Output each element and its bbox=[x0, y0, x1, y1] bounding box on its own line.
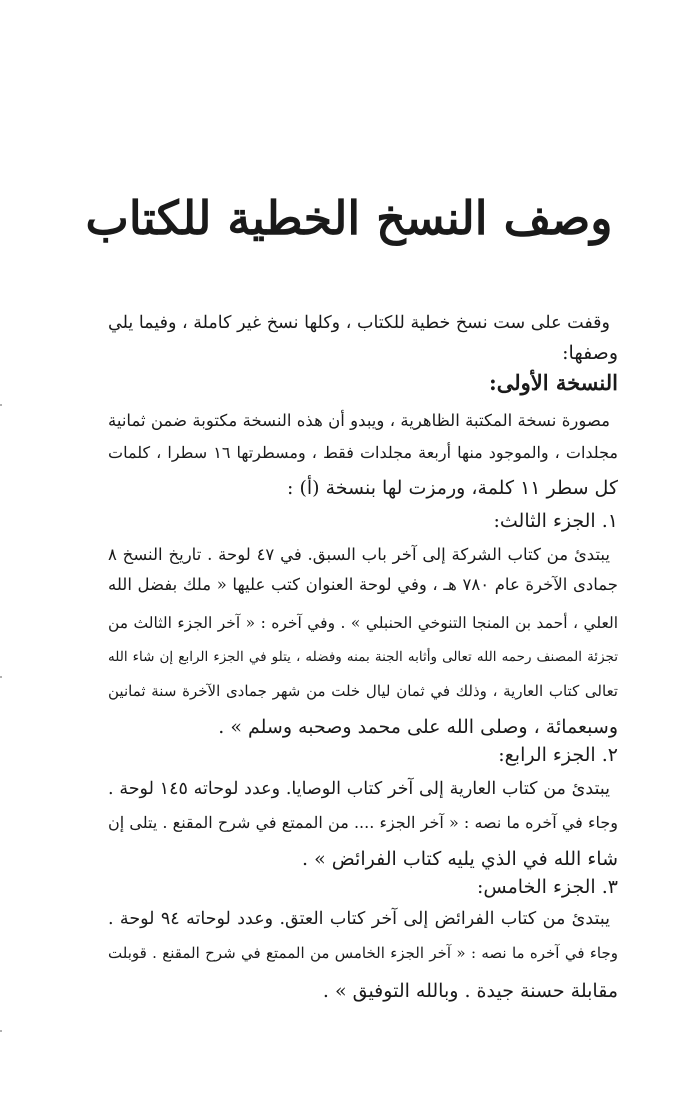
text-line: وجاء في آخره ما نصه : « آخر الجزء الخامس من الممتع في شرح المقنع . قوبلت bbox=[108, 944, 618, 962]
text-line: مصورة نسخة المكتبة الظاهرية ، ويبدو أن هذه النسخة مكتوبة ضمن ثمانية bbox=[108, 411, 610, 430]
text-line: شاء الله في الذي يليه كتاب الفرائض » . bbox=[302, 848, 618, 870]
text-line: وقفت على ست نسخ خطية للكتاب ، وكلها نسخ غير كاملة ، وفيما يلي bbox=[108, 313, 610, 333]
subsection-heading: ٣. الجزء الخامس: bbox=[476, 876, 618, 898]
scan-speck bbox=[0, 1030, 2, 1032]
scan-speck bbox=[0, 676, 2, 678]
text-line: كل سطر ١١ كلمة، ورمزت لها بنسخة (أ) : bbox=[287, 477, 618, 499]
text-line: وجاء في آخره ما نصه : « آخر الجزء .... من الممتع في شرح المقنع . يتلى إن bbox=[108, 813, 618, 832]
page-title: وصف النسخ الخطية للكتاب bbox=[85, 191, 613, 245]
text-line: يبتدئ من كتاب العارية إلى آخر كتاب الوصايا. وعدد لوحاته ١٤٥ لوحة . bbox=[108, 779, 610, 799]
scan-speck bbox=[0, 404, 2, 406]
section-heading: النسخة الأولى: bbox=[488, 370, 618, 395]
text-line: وصفها: bbox=[562, 342, 618, 364]
text-line: جمادى الآخرة عام ٧٨٠ هـ ، وفي لوحة العنوان كتب عليها « ملك بفضل الله bbox=[108, 575, 618, 594]
text-line: يبتدئ من كتاب الشركة إلى آخر باب السبق. في ٤٧ لوحة . تاريخ النسخ ٨ bbox=[108, 545, 610, 564]
subsection-heading: ١. الجزء الثالث: bbox=[493, 510, 618, 532]
subsection-heading: ٢. الجزء الرابع: bbox=[498, 744, 618, 766]
text-line: وسبعمائة ، وصلى الله على محمد وصحبه وسلم » . bbox=[218, 716, 618, 738]
text-line: تعالى كتاب العارية ، وذلك في ثمان ليال خلت من شهر جمادى الآخرة سنة ثمانين bbox=[108, 682, 618, 700]
text-line: تجزئة المصنف رحمه الله تعالى وأثابه الجنة بمنه وفضله ، يتلو في الجزء الرابع إن شاء الله bbox=[108, 649, 618, 665]
text-line: مجلدات ، والموجود منها أربعة مجلدات فقط ، ومسطرتها ١٦ سطرا ، كلمات bbox=[108, 443, 618, 462]
text-line: يبتدئ من كتاب الفرائض إلى آخر كتاب العتق. وعدد لوحاته ٩٤ لوحة . bbox=[108, 909, 610, 929]
text-line: مقابلة حسنة جيدة . وبالله التوفيق » . bbox=[322, 980, 618, 1002]
text-line: العلي ، أحمد بن المنجا التنوخي الحنبلي » . وفي آخره : « آخر الجزء الثالث من bbox=[108, 614, 618, 632]
